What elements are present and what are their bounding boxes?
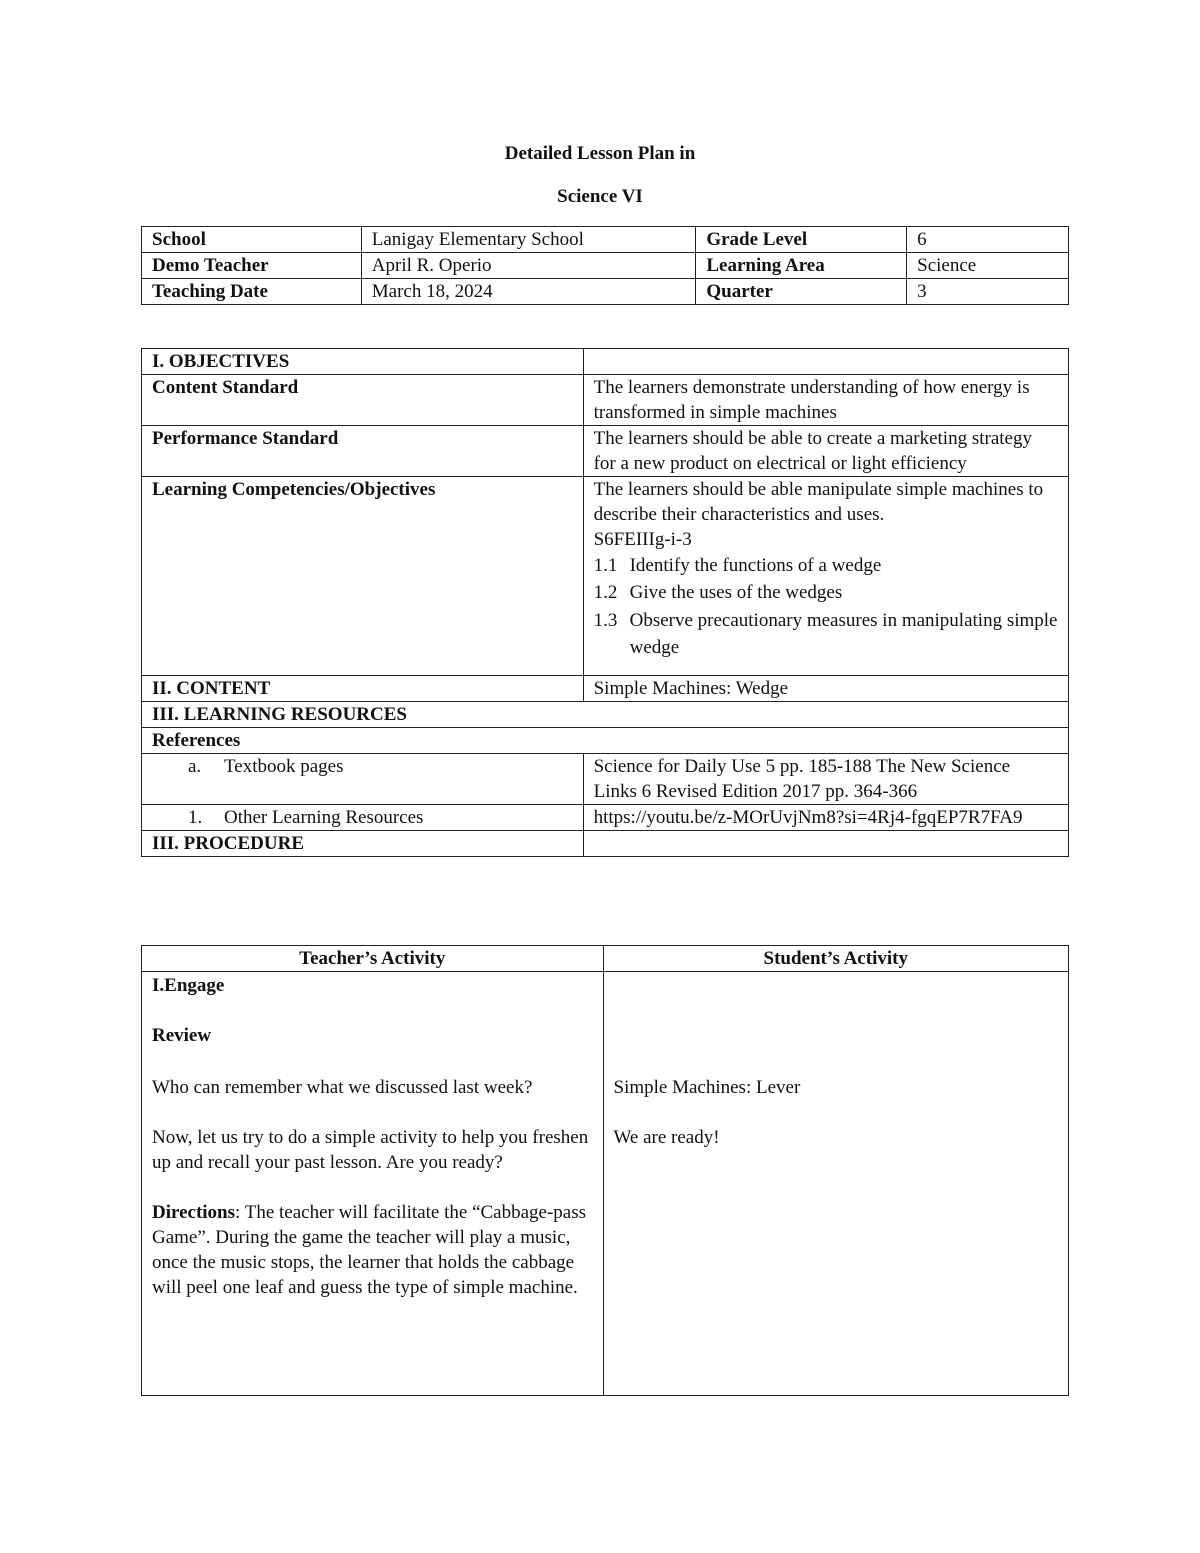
activity-body-row <box>142 972 1069 1396</box>
content-value: Simple Machines: Wedge <box>583 676 1068 702</box>
teacher-question-2: Now, let us try to do a simple activity to help you freshen up and recall your past lesson. Are you ready? <box>152 1127 589 1173</box>
competencies-value <box>583 477 1068 676</box>
info-row-school <box>142 227 1069 253</box>
activity-header-row <box>142 946 1069 972</box>
area-label: Learning Area <box>696 253 907 279</box>
teacher-question-1: Who can remember what we discussed last week? <box>152 1077 533 1098</box>
procedure-heading: III. PROCEDURE <box>142 831 584 857</box>
student-answer-1: Simple Machines: Lever <box>613 1077 801 1098</box>
other-resources-label-cell <box>142 805 584 831</box>
competencies-intro: The learners should be able manipulate simple machines to describe their characteristics and uses. <box>593 479 1044 525</box>
textbook-number: a. <box>188 756 202 777</box>
objectives-row <box>142 349 1069 375</box>
references-row <box>142 728 1069 754</box>
textbook-value: Science for Daily Use 5 pp. 185-188 The New Science Links 6 Revised Edition 2017 pp. 364-366 <box>583 754 1068 805</box>
engage-heading: I.Engage <box>152 975 225 996</box>
plan-table <box>141 348 1069 857</box>
other-resources-number: 1. <box>188 807 203 828</box>
student-activity-header: Student’s Activity <box>603 946 1069 972</box>
objective-text: Give the uses of the wedges <box>629 582 843 603</box>
content-standard-value: The learners demonstrate understanding of how energy is transformed in simple machines <box>583 375 1068 426</box>
other-resources-link[interactable]: https://youtu.be/z-MOrUvjNm8?si=4Rj4-fgqEP7R7FA9 <box>583 805 1068 831</box>
directions-text: : The teacher will facilitate the “Cabbage-pass Game”. During the game the teacher will play a music, once the music stops, the learner that holds the cabbage will peel one leaf and guess the type of simple machine. <box>152 1202 587 1298</box>
objective-item <box>594 580 1058 605</box>
references-label: References <box>142 728 1069 754</box>
student-activity-cell <box>603 972 1069 1396</box>
objective-text: Identify the functions of a wedge <box>629 555 882 576</box>
school-label: School <box>142 227 362 253</box>
resources-heading: III. LEARNING RESOURCES <box>142 702 1069 728</box>
objective-number: 1.2 <box>593 582 618 603</box>
directions-label: Directions <box>152 1202 236 1223</box>
area-value: Science <box>907 253 1069 279</box>
resources-row <box>142 702 1069 728</box>
grade-value: 6 <box>907 227 1069 253</box>
objectives-heading: I. OBJECTIVES <box>142 349 584 375</box>
objective-item <box>594 553 1058 578</box>
objective-number: 1.3 <box>593 610 618 631</box>
teacher-activity-header: Teacher’s Activity <box>142 946 604 972</box>
other-resources-row <box>142 805 1069 831</box>
competencies-label: Learning Competencies/Objectives <box>142 477 584 676</box>
content-standard-label: Content Standard <box>142 375 584 426</box>
date-label: Teaching Date <box>142 279 362 305</box>
grade-label: Grade Level <box>696 227 907 253</box>
date-value: March 18, 2024 <box>361 279 696 305</box>
document-title: Detailed Lesson Plan in <box>504 143 696 164</box>
content-standard-row <box>142 375 1069 426</box>
teacher-label: Demo Teacher <box>142 253 362 279</box>
textbook-label: Textbook pages <box>224 756 344 777</box>
content-row <box>142 676 1069 702</box>
review-heading: Review <box>152 1025 212 1046</box>
textbook-row <box>142 754 1069 805</box>
teacher-value: April R. Operio <box>361 253 696 279</box>
competencies-code: S6FEIIIg-i-3 <box>593 529 692 550</box>
textbook-label-cell <box>142 754 584 805</box>
student-answer-2: We are ready! <box>613 1127 720 1148</box>
directions <box>152 1200 593 1300</box>
info-row-date <box>142 279 1069 305</box>
school-value: Lanigay Elementary School <box>361 227 696 253</box>
competencies-row <box>142 477 1069 676</box>
performance-standard-row <box>142 426 1069 477</box>
objective-text: Observe precautionary measures in manipulating simple wedge <box>629 610 1058 658</box>
procedure-empty-cell <box>583 831 1068 857</box>
objectives-empty-cell <box>583 349 1068 375</box>
activity-table <box>141 945 1069 1396</box>
performance-standard-value: The learners should be able to create a marketing strategy for a new product on electrical or light efficiency <box>583 426 1068 477</box>
teacher-activity-cell <box>142 972 604 1396</box>
document-subject: Science VI <box>557 186 643 207</box>
other-resources-label: Other Learning Resources <box>224 807 424 828</box>
quarter-label: Quarter <box>696 279 907 305</box>
quarter-value: 3 <box>907 279 1069 305</box>
performance-standard-label: Performance Standard <box>142 426 584 477</box>
info-table <box>141 226 1069 305</box>
procedure-row <box>142 831 1069 857</box>
objective-item <box>594 607 1058 661</box>
objective-number: 1.1 <box>593 555 618 576</box>
content-heading: II. CONTENT <box>142 676 584 702</box>
info-row-teacher <box>142 253 1069 279</box>
